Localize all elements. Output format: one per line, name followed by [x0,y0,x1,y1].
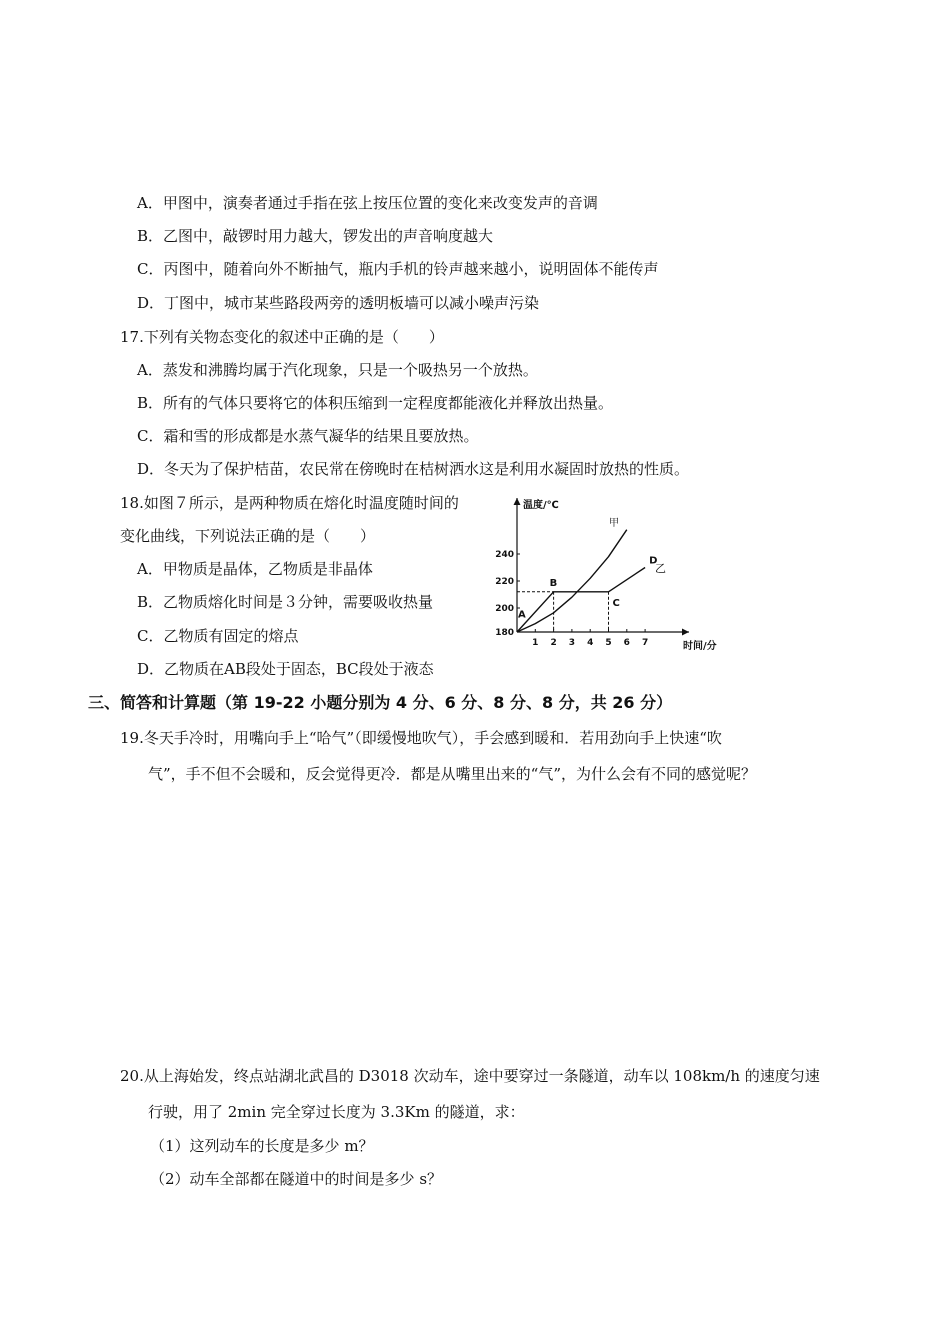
x-tick-label: 3 [568,638,576,648]
x-tick-label: 4 [587,638,594,648]
point-label-a: A [517,609,526,621]
point-label-b: B [549,577,558,589]
q20-sub2: （2）动车全部都在隧道中的时间是多少 s？ [150,1170,443,1188]
x-tick-label: 7 [641,638,649,648]
q17-option-d: D．冬天为了保护桔苗，农民常在傍晚时在桔树洒水这是利用水凝固时放热的性质。 [137,460,690,478]
q18-stem-line1: 18.如图７所示，是两种物质在熔化时温度随时间的 [120,494,459,512]
series-label-jia: 甲 [609,518,619,529]
q18-stem-line2: 变化曲线，下列说法正确的是（ ） [120,527,376,545]
q20-sub1: （1）这列动车的长度是多少 m？ [150,1137,374,1155]
q20-line1: 20.从上海始发，终点站湖北武昌的 D3018 次动车，途中要穿过一条隧道，动车以 108km/h 的速度匀速 [120,1067,820,1085]
x-tick-label: 2 [550,638,557,648]
point-label-c: C [612,597,620,609]
q17-option-b: B．所有的气体只要将它的体积压缩到一定程度都能液化并释放出热量。 [137,394,614,412]
q19-line2: 气”，手不但不会暖和，反会觉得更冷．都是从嘴里出来的“气”，为什么会有不同的感觉呢？ [148,765,757,783]
q18-option-b: B．乙物质熔化时间是３分钟，需要吸收热量 [137,593,434,611]
q19-line1: 19.冬天手冷时，用嘴向手上“哈气”（即缓慢地吹气），手会感到暖和．若用劲向手上快速“吹 [120,729,722,747]
q20-line2: 行驶，用了 2min 完全穿过长度为 3.3Km 的隧道，求： [148,1103,525,1121]
x-tick-label: 1 [532,638,539,648]
y-axis-label: 温度/℃ [523,500,559,511]
series-label-yi: 乙 [655,562,666,575]
q17-option-c: C．霜和雪的形成都是水蒸气凝华的结果且要放热。 [137,427,479,445]
point-label-d: D [649,555,658,567]
q16-option-c: C．丙图中，随着向外不断抽气，瓶内手机的铃声越来越小，说明固体不能传声 [137,260,659,278]
q18-option-a: A．甲物质是晶体，乙物质是非晶体 [137,560,373,578]
q16-option-a: A．甲图中，演奏者通过手指在弦上按压位置的变化来改变发声的音调 [137,194,598,212]
x-tick-label: 6 [623,638,630,648]
q16-option-d: D．丁图中，城市某些路段两旁的透明板墙可以减小噪声污染 [137,294,540,312]
x-axis-label: 时间/分 [683,641,717,652]
q18-option-c: C．乙物质有固定的熔点 [137,627,299,645]
q18-option-d: D．乙物质在AB段处于固态，BC段处于液态 [137,660,434,678]
series-jia-curve [517,530,627,632]
y-tick-label: 200 [495,604,514,614]
q16-option-b: B．乙图中，敲锣时用力越大，锣发出的声音响度越大 [137,227,494,245]
melting-curve-chart [493,492,725,660]
section-3-title: 三、简答和计算题（第 19-22 小题分别为 4 分、6 分、8 分、8 分，共 26 分） [88,693,673,712]
x-tick-label: 5 [605,638,612,648]
y-tick-label: 240 [495,550,514,560]
y-tick-label: 180 [495,628,514,638]
q17-stem: 17.下列有关物态变化的叙述中正确的是（ ） [120,328,444,346]
y-tick-label: 220 [495,577,514,587]
q17-option-a: A．蒸发和沸腾均属于汽化现象，只是一个吸热另一个放热。 [137,361,538,379]
